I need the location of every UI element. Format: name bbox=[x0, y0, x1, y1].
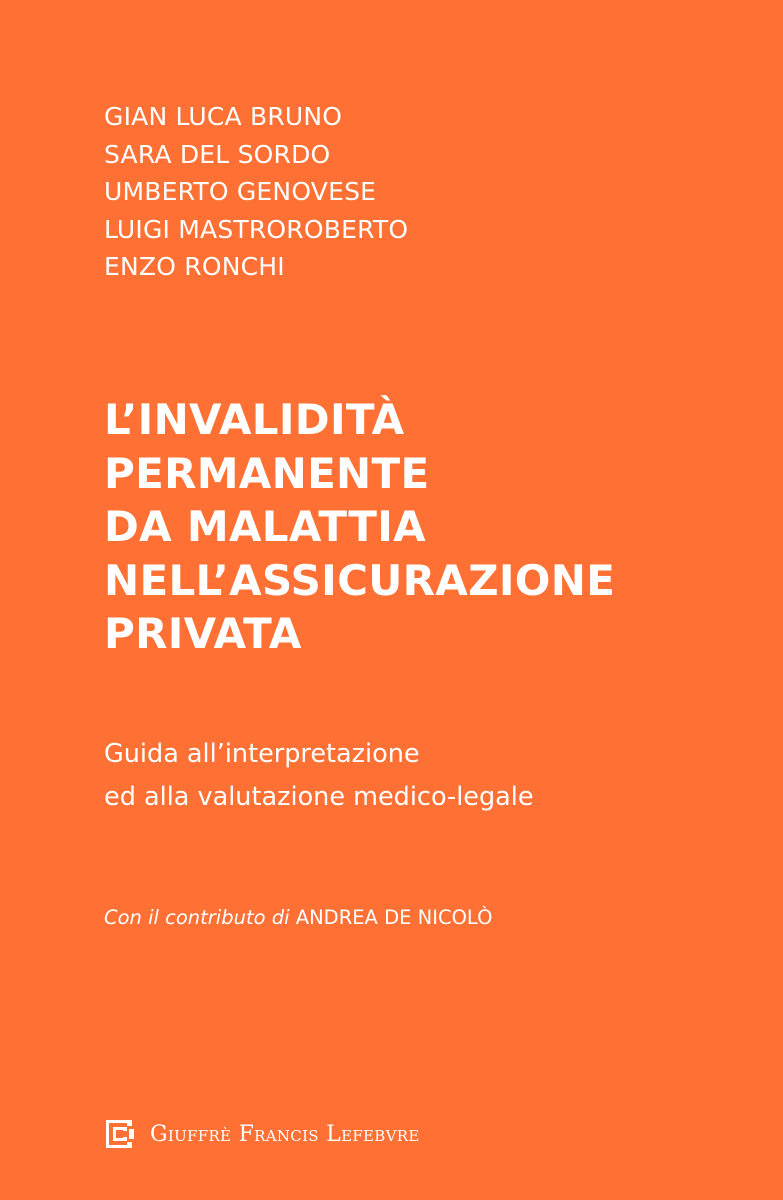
title-line: L’INVALIDITÀ bbox=[104, 395, 405, 444]
book-subtitle bbox=[104, 733, 534, 819]
contributor-name: ANDREA DE NICOLÒ bbox=[295, 906, 493, 929]
contribution-prefix: Con il contributo di bbox=[104, 906, 290, 929]
title-line: PERMANENTE bbox=[104, 448, 430, 498]
subtitle-line: ed alla valutazione medico-legale bbox=[104, 782, 534, 812]
title-line: PRIVATA bbox=[104, 609, 302, 658]
author-name: GIAN LUCA BRUNO bbox=[104, 102, 343, 131]
book-title bbox=[104, 393, 615, 661]
author-name: SARA DEL SORDO bbox=[104, 139, 331, 169]
subtitle-line: Guida all’interpretazione bbox=[104, 739, 420, 769]
title-line: NELL’ASSICURAZIONE bbox=[104, 555, 616, 605]
publisher-logo-icon bbox=[104, 1118, 136, 1150]
author-name: LUIGI MASTROROBERTO bbox=[104, 214, 409, 244]
title-line: DA MALATTIA bbox=[104, 502, 426, 551]
author-name: UMBERTO GENOVESE bbox=[104, 177, 377, 206]
contribution-credit bbox=[104, 905, 492, 931]
author-list bbox=[104, 98, 408, 286]
publisher-name: Giuffrè Francis Lefebvre bbox=[150, 1121, 420, 1147]
author-name: ENZO RONCHI bbox=[104, 252, 285, 281]
publisher-block bbox=[104, 1118, 420, 1150]
